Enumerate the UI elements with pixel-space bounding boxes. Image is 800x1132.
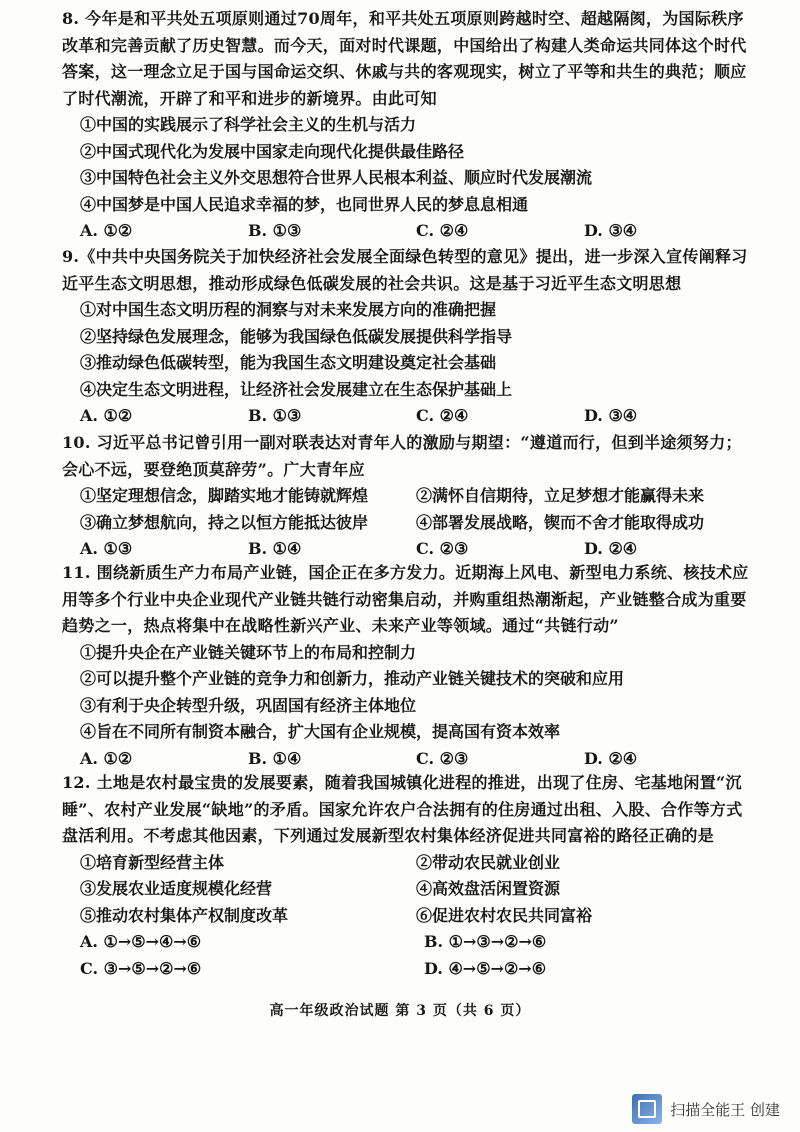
answer-choices (62, 929, 752, 982)
answer-a[interactable]: A. ①② (80, 406, 133, 425)
answer-d[interactable]: D. ②④ (584, 748, 638, 768)
answer-b[interactable]: B. ①→③→②→⑥ (424, 932, 547, 951)
statement-3: ③推动绿色低碳转型，能为我国生态文明建设奠定社会基础 (80, 353, 497, 372)
question-stem: 10. 习近平总书记曾引用一副对联表达对青年人的激励与期望：“遵道而行，但到半途须努力；会心不远，要登绝顶莫辞劳”。广大青年应 (62, 433, 742, 479)
camscanner-logo-icon (632, 1094, 662, 1124)
statement-3: ③有利于央企转型升级，巩固国有经济主体地位 (80, 695, 417, 715)
question-10 (62, 430, 752, 563)
answer-c[interactable]: C. ③→⑤→②→⑥ (80, 958, 202, 978)
question-stem: 9.《中共中央国务院关于加快经济社会发展全面绿色转型的意见》提出，进一步深入宣传阐释习近平生态文明思想，推动形成绿色低碳发展的社会共识。这是基于习近平生态文明思想 (62, 247, 748, 293)
answer-c[interactable]: C. ②④ (416, 221, 469, 240)
answer-d[interactable]: D. ③④ (584, 221, 638, 240)
answer-c[interactable]: C. ②③ (416, 748, 469, 768)
statement-4: ④决定生态文明进程，让经济社会发展建立在生态保护基础上 (80, 379, 513, 399)
answer-c[interactable]: C. ②③ (416, 539, 469, 558)
answer-d[interactable]: D. ②④ (584, 539, 638, 558)
answer-choices (62, 536, 752, 563)
question-stem: 8. 今年是和平共处五项原则通过70周年，和平共处五项原则跨越时空、超越隔阂，为国际秩序改革和完善贡献了历史智慧。而今天，面对时代课题，中国给出了构建人类命运共同体这个时代答案，这一理念立足于国与国命运交织、休戚与共的客观现实，树立了平等和共生的典范；顺应了时代潮流，开辟了和平和进步的新境界。由此可知 (62, 9, 747, 108)
statement-2: ②坚持绿色发展理念，能够为我国绿色低碳发展提供科学指导 (80, 326, 513, 346)
statement-5: ⑤推动农村集体产权制度改革 (80, 905, 289, 925)
question-8 (62, 6, 752, 245)
statement-row (62, 483, 752, 510)
answer-b[interactable]: B. ①④ (248, 539, 302, 558)
question-12 (62, 770, 752, 982)
statement-1: ①对中国生态文明历程的洞察与对未来发展方向的准确把握 (80, 300, 497, 319)
statement-row (62, 850, 752, 877)
answer-choices (62, 218, 752, 245)
statement-1: ①中国的实践展示了科学社会主义的生机与活力 (80, 115, 417, 134)
question-11 (62, 560, 752, 772)
statement-4: ④部署发展战略，锲而不舍才能取得成功 (416, 512, 705, 532)
statement-3: ③发展农业适度规模化经营 (80, 879, 273, 898)
answer-choices (62, 746, 752, 773)
scanner-watermark (632, 1094, 780, 1124)
statement-row (62, 876, 752, 903)
statement-2: ②可以提升整个产业链的竞争力和创新力，推动产业链关键技术的突破和应用 (80, 669, 625, 688)
statement-1: ①培育新型经营主体 (80, 852, 225, 872)
statement-3: ③中国特色社会主义外交思想符合世界人民根本利益、顺应时代发展潮流 (80, 168, 593, 187)
statement-2: ②带动农民就业创业 (416, 852, 561, 872)
statement-row (62, 903, 752, 930)
answer-a[interactable]: A. ①→⑤→④→⑥ (80, 932, 202, 951)
statement-6: ⑥促进农村农民共同富裕 (416, 905, 593, 925)
answer-b[interactable]: B. ①④ (248, 748, 302, 768)
answer-b[interactable]: B. ①③ (248, 406, 302, 425)
question-stem: 12. 土地是农村最宝贵的发展要素，随着我国城镇化进程的推进，出现了住房、宅基地闲置“沉睡”、农村产业发展“缺地”的矛盾。国家允许农户合法拥有的住房通过出租、入股、合作等方式盘活利用。不考虑其他因素，下列通过发展新型农村集体经济促进共同富裕的路径正确的是 (62, 773, 743, 845)
statement-2: ②中国式现代化为发展中国家走向现代化提供最佳路径 (80, 141, 465, 161)
statement-row (62, 510, 752, 537)
answer-choices (62, 403, 752, 430)
answer-a[interactable]: A. ①② (80, 748, 133, 768)
answer-c[interactable]: C. ②④ (416, 406, 469, 425)
question-stem: 11. 围绕新质生产力布局产业链，国企正在多方发力。近期海上风电、新型电力系统、核技术应用等多个行业中央企业现代产业链共链行动密集启动，并购重组热潮渐起，产业链整合成为重要趋势之一，热点将集中在战略性新兴产业、未来产业等领域。通过“共链行动” (62, 563, 749, 635)
answer-a[interactable]: A. ①③ (80, 539, 133, 558)
answer-d[interactable]: D. ③④ (584, 406, 638, 425)
answer-d[interactable]: D. ④→⑤→②→⑥ (424, 958, 547, 978)
statement-3: ③确立梦想航向，持之以恒方能抵达彼岸 (80, 512, 369, 532)
page-footer: 高一年级政治试题 第 3 页（共 6 页） (269, 1003, 531, 1019)
statement-4: ④旨在不同所有制资本融合，扩大国有企业规模，提高国有资本效率 (80, 722, 561, 741)
statement-1: ①提升央企在产业链关键环节上的布局和控制力 (80, 642, 417, 662)
statement-1: ①坚定理想信念，脚踏实地才能铸就辉煌 (80, 486, 369, 505)
statement-4: ④中国梦是中国人民追求幸福的梦，也同世界人民的梦息息相通 (80, 194, 529, 214)
statement-2: ②满怀自信期待，立足梦想才能赢得未来 (416, 486, 705, 505)
answer-b[interactable]: B. ①③ (248, 221, 302, 240)
answer-a[interactable]: A. ①② (80, 221, 133, 240)
watermark-text: 扫描全能王 创建 (670, 1100, 780, 1119)
statement-4: ④高效盘活闲置资源 (416, 879, 561, 898)
question-9 (62, 244, 752, 430)
